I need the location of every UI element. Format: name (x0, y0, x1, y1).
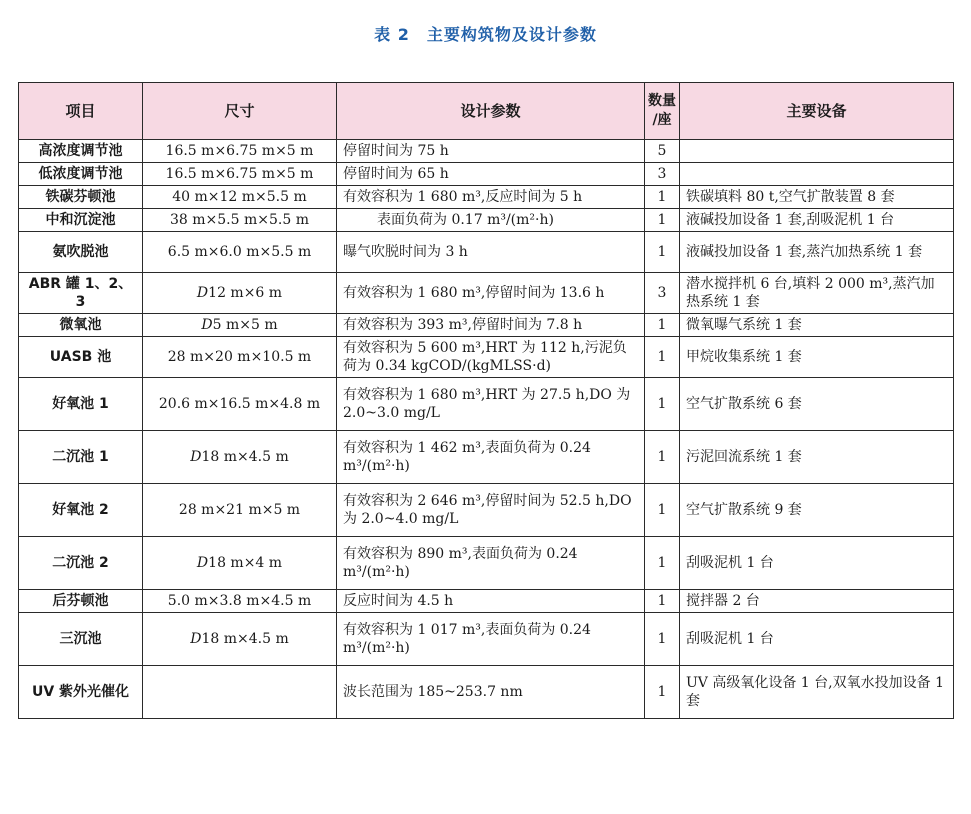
row-item: 好氧池 1 (19, 378, 143, 431)
row-size: D5 m×5 m (143, 314, 337, 337)
row-equipment: 铁碳填料 80 t,空气扩散装置 8 套 (680, 186, 954, 209)
row-equipment: 搅拌器 2 台 (680, 590, 954, 613)
table-row (19, 163, 954, 186)
row-count: 1 (645, 209, 680, 232)
row-param: 有效容积为 2 646 m³,停留时间为 52.5 h,DO 为 2.0~4.0 mg/L (337, 484, 645, 537)
row-count: 1 (645, 232, 680, 273)
row-param: 有效容积为 5 600 m³,HRT 为 112 h,污泥负荷为 0.34 kgCOD/(kgMLSS·d) (337, 337, 645, 378)
row-equipment (680, 163, 954, 186)
row-item: 三沉池 (19, 613, 143, 666)
table-row (19, 537, 954, 590)
row-item: 好氧池 2 (19, 484, 143, 537)
row-item: UASB 池 (19, 337, 143, 378)
row-param: 有效容积为 1 017 m³,表面负荷为 0.24 m³/(m²·h) (337, 613, 645, 666)
table-header-row (19, 83, 954, 140)
row-param: 有效容积为 890 m³,表面负荷为 0.24 m³/(m²·h) (337, 537, 645, 590)
row-item: 高浓度调节池 (19, 140, 143, 163)
row-equipment: 刮吸泥机 1 台 (680, 537, 954, 590)
row-param: 有效容积为 1 680 m³,停留时间为 13.6 h (337, 273, 645, 314)
row-count: 1 (645, 537, 680, 590)
row-count: 1 (645, 590, 680, 613)
row-param: 波长范围为 185~253.7 nm (337, 666, 645, 719)
table-body (19, 140, 954, 719)
row-size: 6.5 m×6.0 m×5.5 m (143, 232, 337, 273)
row-item: 二沉池 1 (19, 431, 143, 484)
row-param: 曝气吹脱时间为 3 h (337, 232, 645, 273)
table-row (19, 186, 954, 209)
row-size: D18 m×4.5 m (143, 431, 337, 484)
header-item: 项目 (19, 83, 143, 140)
table-row (19, 378, 954, 431)
header-count (645, 83, 680, 140)
row-param: 有效容积为 1 462 m³,表面负荷为 0.24 m³/(m²·h) (337, 431, 645, 484)
row-item: 低浓度调节池 (19, 163, 143, 186)
row-size (143, 666, 337, 719)
header-equipment: 主要设备 (680, 83, 954, 140)
row-count: 1 (645, 337, 680, 378)
row-param: 有效容积为 1 680 m³,反应时间为 5 h (337, 186, 645, 209)
row-size: D18 m×4 m (143, 537, 337, 590)
row-count: 5 (645, 140, 680, 163)
table-row (19, 484, 954, 537)
row-count: 1 (645, 378, 680, 431)
header-size: 尺寸 (143, 83, 337, 140)
table-row (19, 613, 954, 666)
row-count: 1 (645, 666, 680, 719)
table-row (19, 666, 954, 719)
table-row (19, 590, 954, 613)
row-param: 有效容积为 1 680 m³,HRT 为 27.5 h,DO 为 2.0~3.0 mg/L (337, 378, 645, 431)
row-equipment: 空气扩散系统 9 套 (680, 484, 954, 537)
row-equipment (680, 140, 954, 163)
row-equipment: 刮吸泥机 1 台 (680, 613, 954, 666)
row-item: 微氧池 (19, 314, 143, 337)
row-equipment: UV 高级氧化设备 1 台,双氧水投加设备 1 套 (680, 666, 954, 719)
row-count: 1 (645, 613, 680, 666)
row-size: 20.6 m×16.5 m×4.8 m (143, 378, 337, 431)
row-equipment: 空气扩散系统 6 套 (680, 378, 954, 431)
row-item: UV 紫外光催化 (19, 666, 143, 719)
table-row (19, 232, 954, 273)
header-count-line2: /座 (652, 112, 672, 128)
row-count: 3 (645, 273, 680, 314)
table-row (19, 273, 954, 314)
row-count: 1 (645, 484, 680, 537)
row-equipment: 污泥回流系统 1 套 (680, 431, 954, 484)
row-param: 停留时间为 75 h (337, 140, 645, 163)
row-size: D18 m×4.5 m (143, 613, 337, 666)
row-equipment: 液碱投加设备 1 套,刮吸泥机 1 台 (680, 209, 954, 232)
table-row (19, 314, 954, 337)
row-size: D12 m×6 m (143, 273, 337, 314)
design-parameter-table (18, 82, 954, 719)
row-equipment: 潜水搅拌机 6 台,填料 2 000 m³,蒸汽加热系统 1 套 (680, 273, 954, 314)
row-size: 38 m×5.5 m×5.5 m (143, 209, 337, 232)
row-equipment: 液碱投加设备 1 套,蒸汽加热系统 1 套 (680, 232, 954, 273)
row-item: ABR 罐 1、2、3 (19, 273, 143, 314)
header-param: 设计参数 (337, 83, 645, 140)
row-count: 3 (645, 163, 680, 186)
row-size: 28 m×20 m×10.5 m (143, 337, 337, 378)
row-param: 停留时间为 65 h (337, 163, 645, 186)
row-equipment: 微氧曝气系统 1 套 (680, 314, 954, 337)
row-param: 反应时间为 4.5 h (337, 590, 645, 613)
row-param: 有效容积为 393 m³,停留时间为 7.8 h (337, 314, 645, 337)
row-count: 1 (645, 186, 680, 209)
table-caption: 表 2 主要构筑物及设计参数 (374, 25, 597, 44)
row-item: 后芬顿池 (19, 590, 143, 613)
row-item: 二沉池 2 (19, 537, 143, 590)
table-row (19, 431, 954, 484)
row-param: 表面负荷为 0.17 m³/(m²·h) (337, 209, 645, 232)
row-size: 5.0 m×3.8 m×4.5 m (143, 590, 337, 613)
row-size: 40 m×12 m×5.5 m (143, 186, 337, 209)
row-size: 16.5 m×6.75 m×5 m (143, 163, 337, 186)
row-item: 氨吹脱池 (19, 232, 143, 273)
table-row (19, 337, 954, 378)
row-item: 中和沉淀池 (19, 209, 143, 232)
table-row (19, 140, 954, 163)
table-row (19, 209, 954, 232)
row-count: 1 (645, 314, 680, 337)
row-item: 铁碳芬顿池 (19, 186, 143, 209)
row-count: 1 (645, 431, 680, 484)
row-size: 16.5 m×6.75 m×5 m (143, 140, 337, 163)
row-equipment: 甲烷收集系统 1 套 (680, 337, 954, 378)
row-size: 28 m×21 m×5 m (143, 484, 337, 537)
header-count-line1: 数量 (648, 93, 676, 109)
